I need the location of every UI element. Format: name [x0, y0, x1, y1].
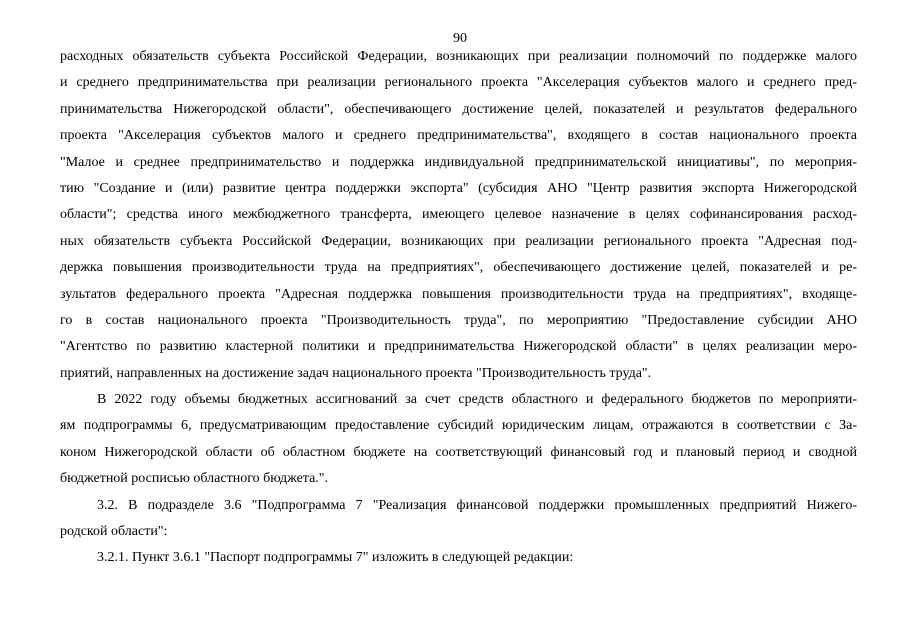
- text-line: го в состав национального проекта "Производительность труда", по мероприятию "Предоставление субсидии АНО: [60, 312, 857, 328]
- text-line: зультатов федерального проекта "Адресная поддержка повышения производительности труда на предприятиях", входяще-: [60, 286, 857, 302]
- text-line: родской области":: [60, 524, 168, 540]
- paragraph-3: [60, 497, 857, 550]
- text-line: и среднего предпринимательства при реализации регионального проекта "Акселерация субъектов малого и среднего пред-: [60, 75, 857, 91]
- text-line: коном Нижегородской области об областном бюджете на соответствующий финансовый год и плановый период и сводной: [60, 444, 857, 460]
- page-number: 90: [453, 31, 467, 46]
- text-line: 3.2.1. Пункт 3.6.1 "Паспорт подпрограммы 7" изложить в следующей редакции:: [97, 550, 574, 566]
- text-line: расходных обязательств субъекта Российской Федерации, возникающих при реализации полномочий по поддержке малого: [60, 49, 857, 64]
- text-line: тию "Создание и (или) развитие центра поддержки экспорта" (субсидия АНО "Центр развития экспорта Нижегородской: [60, 180, 857, 196]
- paragraph-4: [60, 549, 857, 575]
- text-line: принимательства Нижегородской области", обеспечивающего достижение целей, показателей и результатов федерального: [60, 101, 857, 117]
- paragraph-1: [60, 48, 857, 391]
- text-line: 3.2. В подразделе 3.6 "Подпрограмма 7 "Реализация финансовой поддержки промышленных предприятий Нижего-: [97, 497, 857, 513]
- paragraph-2: [60, 391, 857, 497]
- text-line: области"; средства иного межбюджетного трансферта, имеющего целевое назначение в целях софинансирования расход-: [60, 207, 857, 223]
- text-line: "Агентство по развитию кластерной политики и предпринимательства Нижегородской области" в целях реализации меро-: [60, 339, 857, 355]
- text-line: бюджетной росписью областного бюджета.".: [60, 471, 329, 487]
- document-body: [60, 48, 857, 576]
- text-line: проекта "Акселерация субъектов малого и среднего предпринимательства", входящего в состав национального проекта: [60, 128, 857, 144]
- text-line: ям подпрограммы 6, предусматривающим предоставление субсидий юридическим лицам, отражаются в соответствии с За-: [60, 418, 857, 434]
- text-line: "Малое и среднее предпринимательство и поддержка индивидуальной предпринимательской инициативы", по мероприя-: [60, 154, 857, 170]
- text-line: ных обязательств субъекта Российской Федерации, возникающих при реализации регионального проекта "Адресная под-: [60, 233, 857, 249]
- text-line: В 2022 году объемы бюджетных ассигнований за счет средств областного и федерального бюджетов по мероприяти-: [97, 392, 857, 408]
- text-line: держка повышения производительности труда на предприятиях", обеспечивающего достижение целей, показателей и ре-: [60, 260, 857, 276]
- text-line: приятий, направленных на достижение задач национального проекта "Производительность труда".: [60, 365, 652, 381]
